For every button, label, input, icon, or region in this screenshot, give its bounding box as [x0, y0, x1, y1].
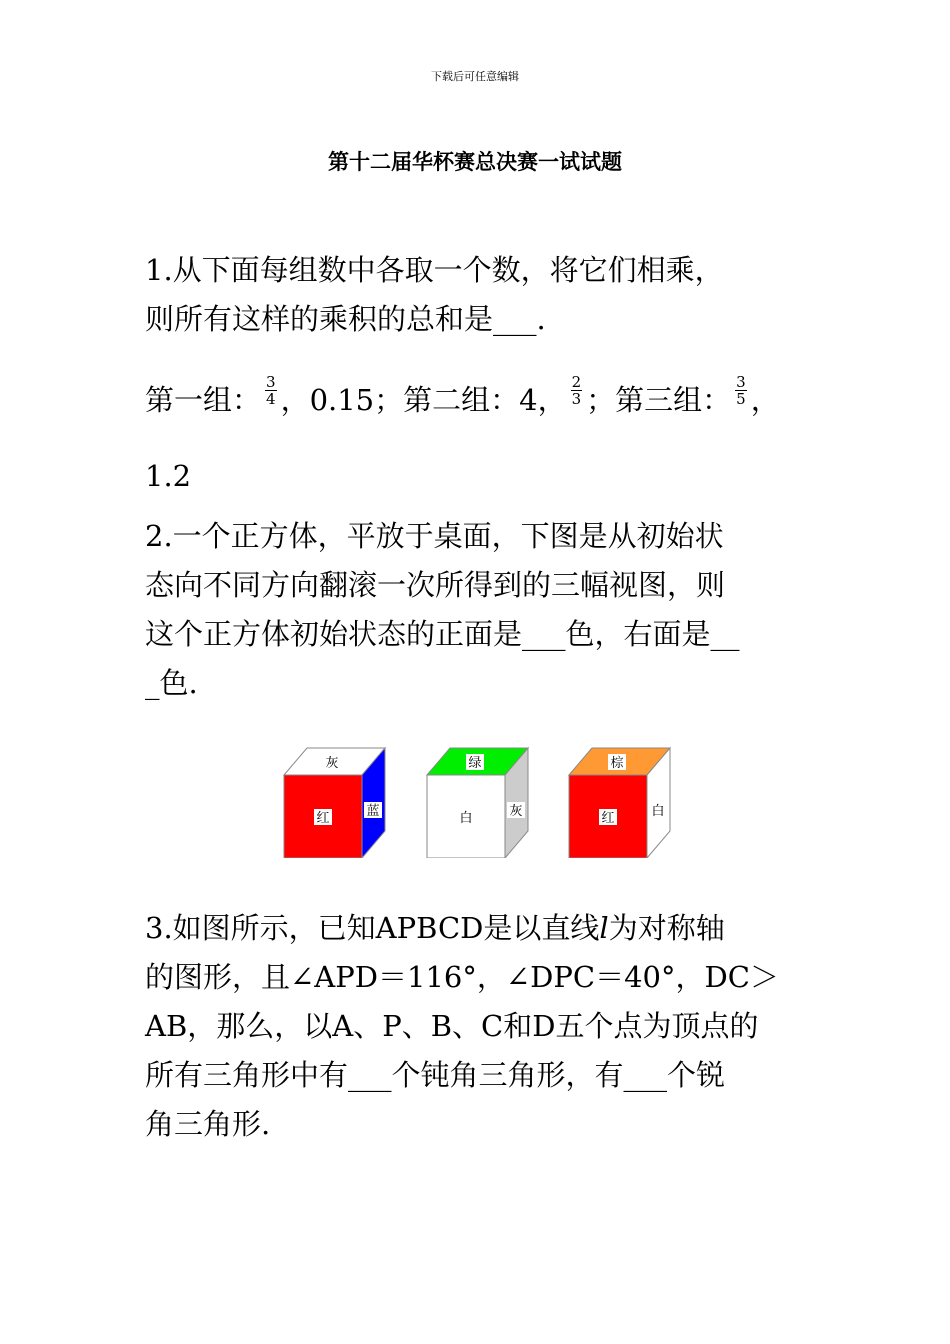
cube-2-top-label: 绿 [468, 756, 482, 771]
group-2-rest: ；第三组： [586, 383, 732, 417]
question-3-line-2: 的图形，且∠APD＝116°，∠DPC＝40°，DC＞ [145, 960, 779, 994]
fraction-two-thirds: $\frac{2}{3}$ [571, 372, 582, 408]
question-1-line-1: 1.从下面每组数中各取一个数，将它们相乘， [145, 253, 724, 287]
question-1-line-2: 则所有这样的乘积的总和是___. [145, 302, 546, 336]
question-3-line-3: AB，那么，以A、P、B、C和D五个点为顶点的 [145, 1009, 759, 1043]
cube-3-top-label: 棕 [610, 756, 624, 771]
question-2-line-1: 2.一个正方体，平放于桌面，下图是从初始状 [145, 519, 724, 553]
cube-1-right-label: 蓝 [366, 804, 380, 819]
question-2 [145, 512, 815, 708]
document-title: 第十二届华杯赛总决赛一试试题 [328, 149, 622, 174]
cube-3-right-label: 白 [651, 804, 665, 819]
question-3-line-4: 所有三角形中有___个钝角三角形，有___个锐 [145, 1058, 726, 1092]
cube-view-1 [284, 748, 385, 858]
cube-2-front-label: 白 [459, 811, 473, 826]
question-2-line-3: 这个正方体初始状态的正面是___色，右面是__ [145, 617, 740, 651]
cube-view-2 [427, 748, 528, 858]
question-1-groups [145, 362, 835, 514]
cube-1-front-label: 红 [316, 811, 330, 826]
cube-views-figure [262, 738, 692, 858]
groups-line-2: 1.2 [145, 459, 192, 493]
question-3-line-5: 角三角形. [145, 1107, 271, 1141]
question-3 [145, 904, 815, 1149]
fraction-three-fifths: $\frac{3}{5}$ [736, 372, 746, 408]
group-1-label: 第一组： [145, 383, 262, 417]
cube-3-front-label: 红 [601, 811, 615, 826]
group-1-rest: ，0.15；第二组：4， [280, 383, 567, 417]
groups-line-1 [145, 362, 835, 438]
question-2-line-2: 态向不同方向翻滚一次所得到的三幅视图，则 [145, 568, 726, 602]
cube-2-right-label: 灰 [509, 804, 523, 819]
group-3-rest: ， [750, 383, 780, 417]
fraction-three-quarters: $\frac{3}{4}$ [266, 372, 276, 408]
question-2-line-4: _色. [145, 666, 198, 700]
cube-1-top-label: 灰 [325, 756, 339, 771]
cube-view-3 [569, 748, 670, 858]
question-3-line-1: 3.如图所示，已知APBCD是以直线l为对称轴 [145, 911, 725, 945]
header-note: 下载后可任意编辑 [431, 70, 519, 83]
question-1 [145, 246, 815, 344]
symmetry-axis-symbol: l [599, 911, 609, 945]
